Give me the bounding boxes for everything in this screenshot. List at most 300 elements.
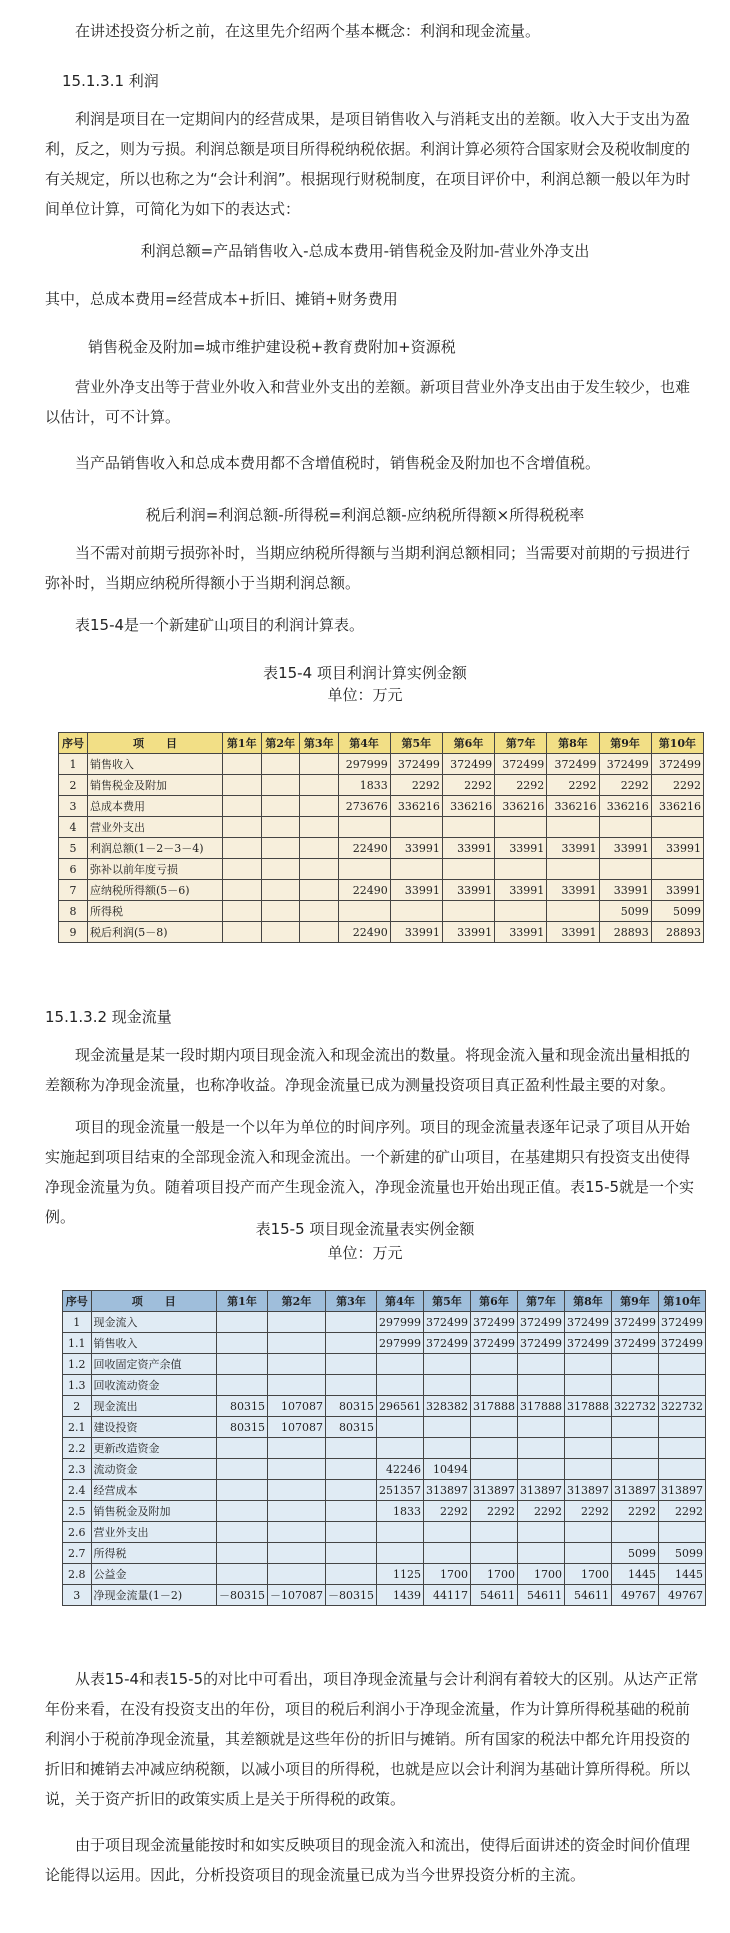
cell: 297999 [377,1333,424,1354]
row-item: 销售收入 [91,1333,216,1354]
row-number: 2.3 [63,1459,92,1480]
col-header: 第10年 [651,733,703,754]
cell [261,796,300,817]
cell [547,901,599,922]
col-header: 第4年 [338,733,390,754]
cell [442,817,494,838]
table-row [63,1417,706,1438]
cell: 33991 [651,838,703,859]
col-header: 第3年 [300,733,339,754]
cell: 2292 [518,1501,565,1522]
table-row [63,1564,706,1585]
cell: 33991 [599,838,651,859]
cell [659,1354,706,1375]
row-item: 净现金流量(1－2) [91,1585,216,1606]
row-number: 1 [63,1312,92,1333]
cell: 2292 [659,1501,706,1522]
cell: 44117 [424,1585,471,1606]
row-item: 营业外支出 [91,1522,216,1543]
table-row [59,838,704,859]
cell: 33991 [442,838,494,859]
cell [261,838,300,859]
cell: 33991 [547,838,599,859]
cell [518,1543,565,1564]
cell: 372499 [651,754,703,775]
cell: 372499 [424,1333,471,1354]
cell [518,1522,565,1543]
table-row [59,775,704,796]
cell: 5099 [651,901,703,922]
col-header: 第2年 [261,733,300,754]
cell: 5099 [659,1543,706,1564]
cell: 28893 [651,922,703,943]
table-row [63,1480,706,1501]
cell: 1445 [659,1564,706,1585]
row-item: 营业外支出 [88,817,223,838]
cell: 336216 [390,796,442,817]
cell [300,754,339,775]
row-item: 经营成本 [91,1480,216,1501]
cell [471,1354,518,1375]
cell [495,901,547,922]
cell [326,1480,377,1501]
cell [424,1354,471,1375]
cell [326,1438,377,1459]
cell [659,1522,706,1543]
cell [390,859,442,880]
row-number: 1.1 [63,1333,92,1354]
cell: 372499 [612,1312,659,1333]
cell: 5099 [599,901,651,922]
cell [261,922,300,943]
cell: 313897 [565,1480,612,1501]
cell: 80315 [217,1417,268,1438]
cell [518,1375,565,1396]
cashflow-paragraph: 现金流量是某一段时期内项目现金流入和现金流出的数量。将现金流入量和现金流出量相抵的差额称为净现金流量，也称净收益。净现金流量已成为测量投资项目真正盈利性最主要的对象。 [45,1046,691,1094]
cell [424,1375,471,1396]
cell: 54611 [471,1585,518,1606]
row-number: 8 [59,901,88,922]
table-row [59,922,704,943]
cell [268,1480,326,1501]
cell [651,817,703,838]
cell [300,817,339,838]
cell: 1700 [471,1564,518,1585]
cell [659,1459,706,1480]
row-number: 3 [59,796,88,817]
vat-paragraph: 当产品销售收入和总成本费用都不含增值税时，销售税金及附加也不含增值税。 [75,454,601,472]
col-header: 第3年 [326,1291,377,1312]
row-item: 利润总额(1－2－3－4) [88,838,223,859]
cell: 322732 [659,1396,706,1417]
cell: 313897 [612,1480,659,1501]
table-row [59,754,704,775]
cell [217,1312,268,1333]
cell [377,1438,424,1459]
cell: 1833 [377,1501,424,1522]
table-row [63,1396,706,1417]
cell [268,1333,326,1354]
col-header: 第5年 [424,1291,471,1312]
cell [471,1459,518,1480]
cell [223,922,262,943]
cell: 1700 [424,1564,471,1585]
cell [377,1522,424,1543]
col-header: 项 目 [88,733,223,754]
cell: 33991 [442,880,494,901]
cell [659,1438,706,1459]
cell [612,1417,659,1438]
table-row [63,1459,706,1480]
cell: 10494 [424,1459,471,1480]
table-row [63,1312,706,1333]
cell: 2292 [547,775,599,796]
cell [565,1543,612,1564]
cell [377,1417,424,1438]
col-header: 第2年 [268,1291,326,1312]
cell: 322732 [612,1396,659,1417]
cell [547,817,599,838]
col-header: 第7年 [495,733,547,754]
cell [268,1354,326,1375]
table-row [59,817,704,838]
cell: 372499 [471,1312,518,1333]
cell: 33991 [390,838,442,859]
col-header: 第6年 [442,733,494,754]
cell: 372499 [390,754,442,775]
cell [390,901,442,922]
cell: 296561 [377,1396,424,1417]
cell [217,1501,268,1522]
cell [300,880,339,901]
row-number: 2.4 [63,1480,92,1501]
table-row [63,1354,706,1375]
cell [565,1522,612,1543]
cell [377,1354,424,1375]
cell: 1833 [338,775,390,796]
cell: 2292 [390,775,442,796]
row-number: 2.2 [63,1438,92,1459]
cell [390,817,442,838]
cell: 336216 [599,796,651,817]
cell [261,775,300,796]
comparison-paragraph: 从表15-4和表15-5的对比中可看出，项目净现金流量与会计利润有着较大的区别。从达产正常年份来看，在没有投资支出的年份，项目的税后利润小于净现金流量，作为计算所得税基础的税前利润小于税前净现金流量，其差额就是这些年份的折旧与摊销。所有国家的税法中都允许用投资的折旧和摊销去冲减应纳税额，以减小项目的所得税，也就是应以会计利润为基础计算所得税。所以说，关于资产折旧的政策实质上是关于所得税的政策。 [45,1670,699,1808]
cell [217,1354,268,1375]
table-15-4-unit: 单位：万元 [327,686,403,704]
cell [261,754,300,775]
non-operating-paragraph: 营业外净支出等于营业外收入和营业外支出的差额。新项目营业外净支出由于发生较少，也难以估计，可不计算。 [45,378,691,426]
cell [565,1459,612,1480]
cell [612,1459,659,1480]
cell: 2292 [424,1501,471,1522]
cell: 1700 [518,1564,565,1585]
cell [326,1543,377,1564]
row-number: 2.6 [63,1522,92,1543]
cell: 372499 [612,1333,659,1354]
cell [268,1459,326,1480]
row-number: 4 [59,817,88,838]
cell: 336216 [547,796,599,817]
table-row [63,1543,706,1564]
table-row [63,1438,706,1459]
cell [565,1375,612,1396]
cell: 33991 [442,922,494,943]
col-header: 第10年 [659,1291,706,1312]
cell: 372499 [518,1312,565,1333]
cell [217,1543,268,1564]
table-row [63,1375,706,1396]
cell: 49767 [659,1585,706,1606]
cell [338,901,390,922]
cell [261,817,300,838]
cell [471,1438,518,1459]
cell: 336216 [651,796,703,817]
cell [442,859,494,880]
row-number: 2.8 [63,1564,92,1585]
cell: 251357 [377,1480,424,1501]
cell [268,1564,326,1585]
cell: －80315 [326,1585,377,1606]
cell [377,1543,424,1564]
row-number: 7 [59,880,88,901]
cell: 33991 [495,838,547,859]
cell [424,1543,471,1564]
cell: －80315 [217,1585,268,1606]
cell: 372499 [495,754,547,775]
cell [659,1417,706,1438]
cell [268,1312,326,1333]
cell [471,1375,518,1396]
cell [377,1375,424,1396]
intro-paragraph: 在讲述投资分析之前，在这里先介绍两个基本概念：利润和现金流量。 [75,22,541,40]
col-header: 第7年 [518,1291,565,1312]
cell: 33991 [651,880,703,901]
cell: 2292 [471,1501,518,1522]
cell: 336216 [495,796,547,817]
row-item: 销售收入 [88,754,223,775]
cell: 42246 [377,1459,424,1480]
table-row [63,1501,706,1522]
col-header: 项 目 [91,1291,216,1312]
cell: 33991 [599,880,651,901]
cell [223,880,262,901]
cell: 2292 [565,1501,612,1522]
cell [612,1354,659,1375]
row-item: 销售税金及附加 [88,775,223,796]
col-header: 第4年 [377,1291,424,1312]
cell [599,817,651,838]
row-item: 现金流出 [91,1396,216,1417]
cell [326,1501,377,1522]
table-15-4-title: 表15-4 项目利润计算实例金额 [263,664,467,682]
cell: 54611 [518,1585,565,1606]
formula-after-tax-profit: 税后利润=利润总额-所得税=利润总额-应纳税所得额×所得税税率 [145,506,585,524]
cell: 80315 [217,1396,268,1417]
cell: 372499 [471,1333,518,1354]
cashflow-table [62,1290,706,1606]
cell [471,1522,518,1543]
cell: 336216 [442,796,494,817]
cell [300,922,339,943]
row-item: 所得税 [91,1543,216,1564]
row-number: 2.1 [63,1417,92,1438]
cell [659,1375,706,1396]
cell: 54611 [565,1585,612,1606]
section-heading-profit: 15.1.3.1 利润 [62,72,159,90]
cell: 297999 [377,1312,424,1333]
row-number: 5 [59,838,88,859]
cell [300,838,339,859]
table-row [63,1522,706,1543]
cell [326,1522,377,1543]
cell [223,838,262,859]
row-number: 6 [59,859,88,880]
cell: 2292 [495,775,547,796]
row-item: 更新改造资金 [91,1438,216,1459]
cell [326,1354,377,1375]
cell: 372499 [565,1333,612,1354]
cell [261,901,300,922]
formula-sales-tax: 销售税金及附加=城市维护建设税+教育费附加+资源税 [88,338,456,356]
cell: 33991 [495,880,547,901]
cell [326,1333,377,1354]
row-item: 弥补以前年度亏损 [88,859,223,880]
row-item: 总成本费用 [88,796,223,817]
row-number: 2 [63,1396,92,1417]
cell: 1700 [565,1564,612,1585]
cell [223,859,262,880]
cashflow-series-paragraph: 项目的现金流量一般是一个以年为单位的时间序列。项目的现金流量表逐年记录了项目从开始实施起到项目结束的全部现金流入和现金流出。一个新建的矿山项目，在基建期只有投资支出使得净现金流量为负。随着项目投产而产生现金流入，净现金流量也开始出现正值。表15-5就是一个实例。 [45,1118,695,1226]
cell [565,1417,612,1438]
col-header: 第1年 [223,733,262,754]
cell: 2292 [442,775,494,796]
cell [217,1480,268,1501]
col-header: 第9年 [599,733,651,754]
conclusion-paragraph: 由于项目现金流量能按时和如实反映项目的现金流入和流出，使得后面讲述的资金时间价值理论能得以运用。因此，分析投资项目的现金流量已成为当今世界投资分析的主流。 [45,1836,691,1884]
cell [217,1438,268,1459]
cell: 2292 [651,775,703,796]
cell [300,796,339,817]
col-header: 第8年 [565,1291,612,1312]
table-15-5-title: 表15-5 项目现金流量表实例金额 [255,1220,475,1238]
section-heading-cashflow: 15.1.3.2 现金流量 [45,1008,172,1026]
cell: 1439 [377,1585,424,1606]
cell [300,901,339,922]
cell [217,1333,268,1354]
cell: 372499 [565,1312,612,1333]
col-header: 第5年 [390,733,442,754]
cell: 372499 [659,1312,706,1333]
col-header: 序号 [59,733,88,754]
table-15-5-unit: 单位：万元 [327,1244,403,1262]
row-item: 回收流动资金 [91,1375,216,1396]
cell: 372499 [599,754,651,775]
cell [300,775,339,796]
col-header: 第8年 [547,733,599,754]
cell [217,1564,268,1585]
profit-table [58,732,704,943]
cell [612,1375,659,1396]
table-intro-paragraph: 表15-4是一个新建矿山项目的利润计算表。 [75,616,365,634]
cell [338,817,390,838]
row-item: 税后利润(5－8) [88,922,223,943]
cell [495,817,547,838]
cell [223,775,262,796]
row-number: 1 [59,754,88,775]
cell [268,1501,326,1522]
cell: －107087 [268,1585,326,1606]
cell [261,880,300,901]
formula-total-cost: 其中，总成本费用=经营成本+折旧、摊销+财务费用 [45,290,398,308]
cell [217,1459,268,1480]
row-number: 3 [63,1585,92,1606]
cell: 317888 [471,1396,518,1417]
cell: 107087 [268,1396,326,1417]
row-number: 1.3 [63,1375,92,1396]
table-header-row [63,1291,706,1312]
cell: 22490 [338,922,390,943]
cell: 2292 [612,1501,659,1522]
cell: 80315 [326,1417,377,1438]
row-item: 公益金 [91,1564,216,1585]
cell [223,796,262,817]
cell [223,754,262,775]
cell: 317888 [565,1396,612,1417]
cell: 22490 [338,838,390,859]
cell: 1445 [612,1564,659,1585]
cell: 372499 [547,754,599,775]
cell [442,901,494,922]
cell: 273676 [338,796,390,817]
cell: 372499 [424,1312,471,1333]
cell: 33991 [547,880,599,901]
cell [424,1438,471,1459]
cell [471,1543,518,1564]
formula-total-profit: 利润总额=产品销售收入-总成本费用-销售税金及附加-营业外净支出 [140,242,590,260]
cell: 33991 [390,922,442,943]
cell [223,817,262,838]
cell [518,1438,565,1459]
cell [217,1375,268,1396]
cell [326,1375,377,1396]
cell [268,1543,326,1564]
loss-offset-paragraph: 当不需对前期亏损弥补时，当期应纳税所得额与当期利润总额相同；当需要对前期的亏损进行弥补时，当期应纳税所得额小于当期利润总额。 [45,544,691,592]
cell [326,1312,377,1333]
cell: 5099 [612,1543,659,1564]
table-row [59,880,704,901]
cell: 313897 [471,1480,518,1501]
row-item: 建设投资 [91,1417,216,1438]
cell [612,1522,659,1543]
row-number: 2.7 [63,1543,92,1564]
cell [268,1522,326,1543]
cell: 49767 [612,1585,659,1606]
cell: 28893 [599,922,651,943]
row-item: 销售税金及附加 [91,1501,216,1522]
table-row [63,1333,706,1354]
profit-paragraph: 利润是项目在一定期间内的经营成果，是项目销售收入与消耗支出的差额。收入大于支出为盈利，反之，则为亏损。利润总额是项目所得税纳税依据。利润计算必须符合国家财会及税收制度的有关规定，所以也称之为“会计利润”。根据现行财税制度，在项目评价中，利润总额一般以年为时间单位计算，可简化为如下的表达式： [45,110,691,218]
row-item: 应纳税所得额(5－6) [88,880,223,901]
cell: 297999 [338,754,390,775]
row-item: 回收固定资产余值 [91,1354,216,1375]
cell [565,1438,612,1459]
cell [651,859,703,880]
cell [223,901,262,922]
cell: 107087 [268,1417,326,1438]
row-number: 2 [59,775,88,796]
cell: 372499 [442,754,494,775]
table-header-row [59,733,704,754]
